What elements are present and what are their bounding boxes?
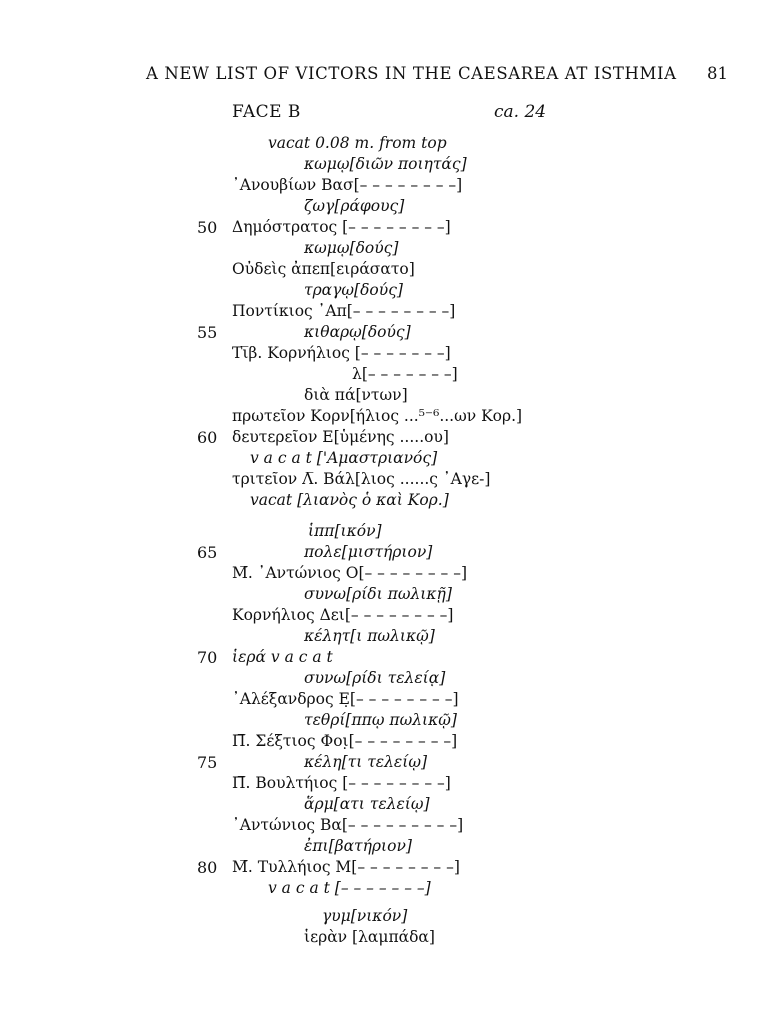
line-number: 75 — [197, 753, 218, 772]
line-text: ζωγ[ράφους] — [304, 197, 405, 215]
line-text: Π̅. Σέξτιος Φοι̣[– – – – – – – –] — [232, 732, 458, 750]
inscription-line — [0, 155, 783, 177]
line-text: πρωτεῖον Κορν[ήλιος ...⁵⁻⁶...ων Κορ.] — [232, 407, 523, 425]
line-text: Ποντίκιος ᾿Απ[– – – – – – – –] — [232, 302, 456, 320]
face-title: FACE B — [232, 102, 301, 122]
running-title: A NEW LIST OF VICTORS IN THE CAESAREA AT ISTHMIA — [146, 64, 677, 83]
line-text: Μ̅. Τυλλήιος Μ[– – – – – – – –] — [232, 858, 460, 876]
inscription-line — [0, 407, 783, 429]
line-text: ἱερά v a c a t — [232, 648, 333, 666]
line-text: ᾿Αντώνιος Βα[– – – – – – – – –] — [232, 816, 464, 834]
line-number: 50 — [197, 218, 218, 237]
line-text: ἱερὰν [λαμπάδα] — [304, 928, 435, 946]
line-text: δευτερεῖον Ε[ὑμένης .....ου] — [232, 428, 449, 446]
inscription-line — [0, 522, 783, 544]
line-text: τριτεῖον Λ̅. Βάλ[λιος ......ς ᾿Αγε-] — [232, 470, 491, 488]
inscription-line — [0, 837, 783, 859]
line-text: Μ̅. ᾿Αντώνιος Ο[– – – – – – – –] — [232, 564, 468, 582]
line-text: vacat 0.08 m. from top — [268, 134, 447, 152]
line-text: Κορνήλιος Δει[– – – – – – – –] — [232, 606, 454, 624]
inscription-line — [0, 543, 783, 565]
line-text: ἱππ[ικόν] — [308, 522, 382, 540]
line-number: 70 — [197, 648, 218, 667]
inscription-line — [0, 176, 783, 198]
inscription-line — [0, 795, 783, 817]
line-text: κέλη[τι τελείῳ] — [304, 753, 428, 771]
inscription-line — [0, 197, 783, 219]
line-text: ᾿Αλέξανδρος Ε̣[– – – – – – – –] — [232, 690, 459, 708]
inscription-line — [0, 669, 783, 691]
line-text: κωμῳ[διῶν ποιητάς] — [304, 155, 467, 173]
line-number: 55 — [197, 323, 218, 342]
inscription-line — [0, 711, 783, 733]
inscription-line — [0, 470, 783, 492]
inscription-line — [0, 449, 783, 471]
line-number: 65 — [197, 543, 218, 562]
inscription-line — [0, 344, 783, 366]
line-number: 60 — [197, 428, 218, 447]
line-text: κωμῳ[δούς] — [304, 239, 399, 257]
line-text: γυμ[νικόν] — [322, 907, 408, 925]
inscription-line — [0, 606, 783, 628]
line-text: κέλητ[ι πωλικῷ] — [304, 627, 435, 645]
inscription-line — [0, 386, 783, 408]
line-text: v a c a t ['Αμαστριανός] — [250, 449, 438, 467]
line-text: Π̅. Βουλτήιος [– – – – – – – –] — [232, 774, 451, 792]
line-text: ἐπι[βατήριον] — [304, 837, 412, 855]
inscription-line — [0, 928, 783, 950]
line-text: διὰ πά[ντων] — [304, 386, 408, 404]
inscription-line — [0, 218, 783, 240]
inscription-line — [0, 690, 783, 712]
inscription-line — [0, 323, 783, 345]
inscription-line — [0, 732, 783, 754]
face-date: ca. 24 — [494, 102, 547, 122]
line-text: v a c a t [– – – – – – –] — [268, 879, 431, 897]
inscription-line — [0, 753, 783, 775]
inscription-line — [0, 365, 783, 387]
inscription-line — [0, 585, 783, 607]
line-text: συνω[ρίδι τελείᾳ] — [304, 669, 446, 687]
page-number: 81 — [707, 64, 728, 83]
line-text: Τι̅β. Κορνήλιος [– – – – – – –] — [232, 344, 451, 362]
line-text: συνω[ρίδι πωλικῇ] — [304, 585, 452, 603]
inscription-line — [0, 302, 783, 324]
line-text: τεθρί[ππῳ πωλικῷ] — [304, 711, 457, 729]
inscription-line — [0, 879, 783, 901]
line-text: Δημόστρατος [– – – – – – – –] — [232, 218, 451, 236]
inscription-line — [0, 907, 783, 929]
inscription-line — [0, 816, 783, 838]
inscription-line — [0, 239, 783, 261]
line-text: Οὐδεὶς ἀπεπ[ειράσατο] — [232, 260, 415, 278]
inscription-line — [0, 648, 783, 670]
line-text: κιθαρῳ[δούς] — [304, 323, 411, 341]
inscription-line — [0, 428, 783, 450]
inscription-line — [0, 858, 783, 880]
inscription-line — [0, 491, 783, 513]
line-text: λ[– – – – – – –] — [352, 365, 458, 383]
inscription-line — [0, 564, 783, 586]
line-number: 80 — [197, 858, 218, 877]
line-text: τραγῳ[δούς] — [304, 281, 403, 299]
line-text: vacat [λιανὸς ὁ καὶ Κορ.] — [250, 491, 449, 509]
inscription-line — [0, 134, 783, 156]
inscription-line — [0, 281, 783, 303]
inscription-line — [0, 774, 783, 796]
line-text: ἅρμ[ατι τελείῳ] — [304, 795, 430, 813]
inscription-line — [0, 627, 783, 649]
inscription-line — [0, 260, 783, 282]
line-text: ᾿Ανουβίων Βασ[– – – – – – – –] — [232, 176, 463, 194]
line-text: πολε[μιστήριον] — [304, 543, 433, 561]
